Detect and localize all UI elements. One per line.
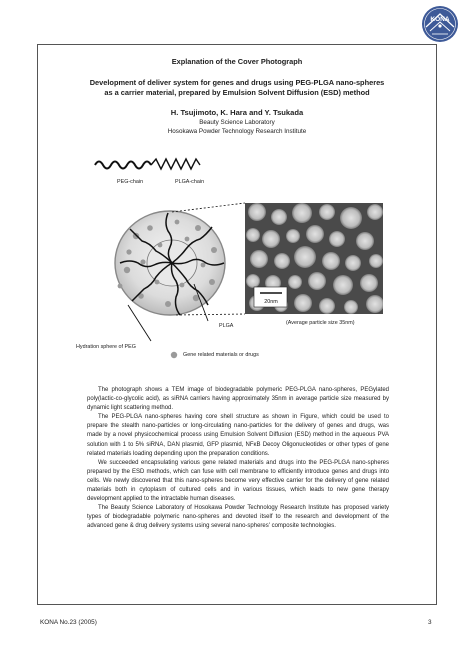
- paragraph-2: The PEG-PLGA nano-spheres having core shell structure as shown in Figure, which could be used to prepare the stealth nano-particles or long-circulating nano-particles for the delivery of genes and drugs, was made by a novel physicochemical process using Emulsion Solvent Diffusion (ESD) method in the aqueous PVA solution with 1 to 5% siRNA, DAN plasmid, GFP plasmid, NFκB Decoy Oligonucleotides or other types of gene related materials loading depending upon the preparation conditions.: [87, 414, 389, 457]
- scale-label: 20nm: [264, 299, 278, 305]
- explanation-heading: Explanation of the Cover Photograph: [171, 57, 303, 66]
- affiliation-1: Beauty Science Laboratory: [199, 119, 275, 126]
- paragraph-3: We succeeded encapsulating various gene related materials and drugs into the PEG-PLGA nano-spheres prepared by the ESD methods, which can fuse with cell membrane to efficiently introduce genes and drugs into cells. We newly discovered that this nano-spheres become very effective carrier for the delivery of gene related materials both in cytoplasm of cultured cells and in various tissues, which leads to new gene therapy development applied to the intractable human diseases.: [87, 459, 389, 503]
- peg-chain-label: PEG-chain: [117, 179, 144, 185]
- paragraph-1: The photograph shows a TEM image of biodegradable polymeric PEG-PLGA nano-spheres, PEGylated poly(lactic-co-glycolic acid), as siRNA carriers having approximately 35nm in average particle size measured by dynamic light scattering method.: [87, 387, 389, 412]
- page-number: 3: [428, 619, 432, 626]
- authors: H. Tsujimoto, K. Hara and Y. Tsukada: [170, 108, 304, 117]
- affiliation-2: Hosokawa Powder Technology Research Institute: [167, 128, 307, 135]
- journal-footer: KONA No.23 (2005): [40, 619, 97, 626]
- paragraph-4: The Beauty Science Laboratory of Hosokawa Powder Technology Research Institute has proposed variety types of biodegradable polymeric nano-spheres and devoted itself to the research and development of the advanced gene & drug delivery systems using several nano-spheres' composite technologies.: [87, 505, 389, 530]
- body-text: [87, 386, 389, 532]
- hydration-sphere-label: Hydration sphere of PEG: [76, 344, 136, 350]
- plga-chain-label: PLGA-chain: [175, 179, 205, 185]
- plga-label: PLGA: [219, 323, 234, 329]
- title-line-1: Development of deliver system for genes and drugs using PEG-PLGA nano-spheres: [89, 78, 385, 87]
- logo-text: KONA: [430, 16, 450, 23]
- gene-legend-label: Gene related materials or drugs: [183, 352, 259, 358]
- title-line-2: as a carrier material, prepared by Emulsion Solvent Diffusion (ESD) method: [104, 88, 370, 97]
- avg-size-label: (Average particle size 35nm): [286, 320, 355, 326]
